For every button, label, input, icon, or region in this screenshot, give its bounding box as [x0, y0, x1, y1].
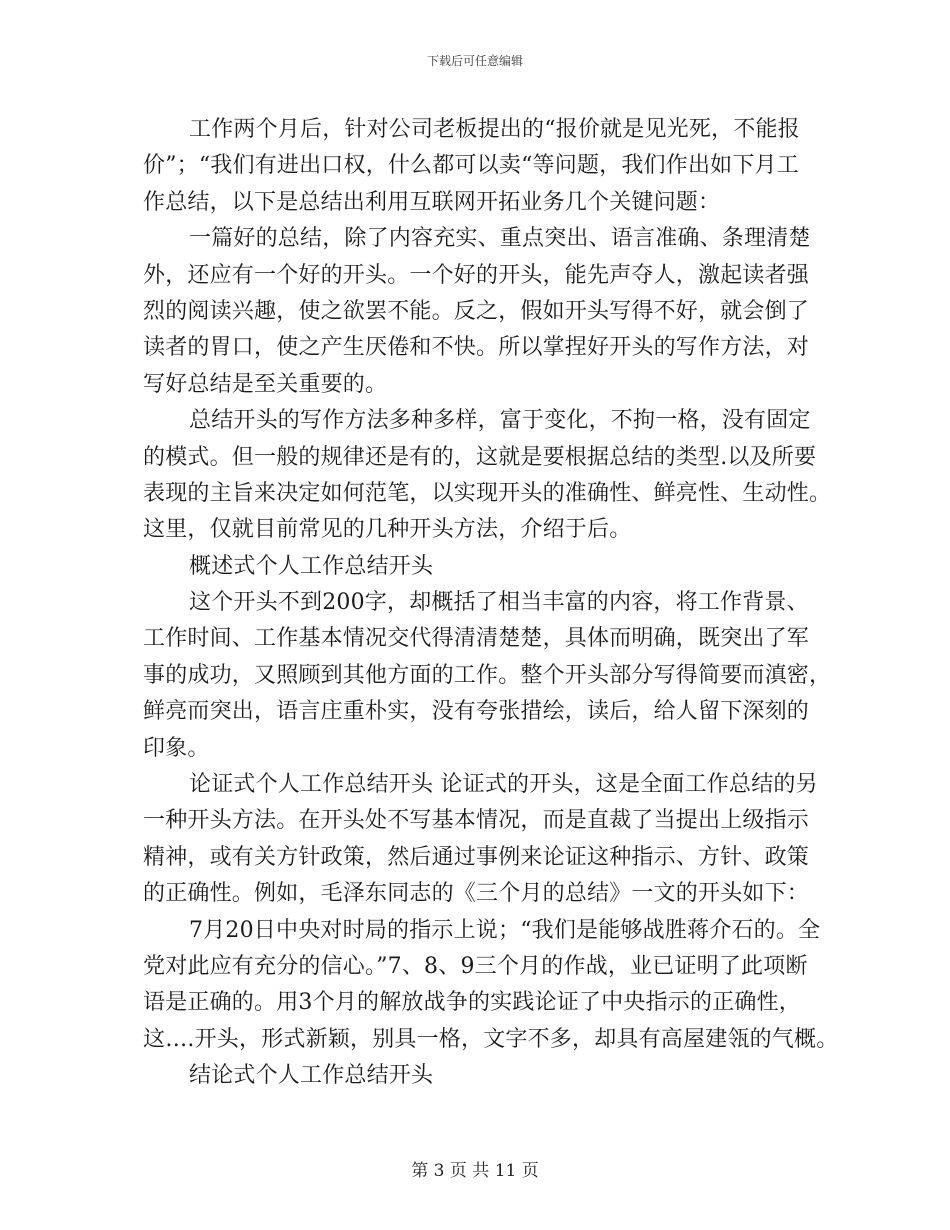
- text-line: 工作两个月后，针对公司老板提出的“报价就是见光死，不能报: [189, 117, 800, 142]
- document-body: [143, 112, 839, 1095]
- text-line: 的正确性。例如，毛泽东同志的《三个月的总结》一文的开头如下：: [143, 881, 810, 907]
- text-line: 这….开头，形式新颖，别具一格，文字不多，却具有高屋建瓴的气概。: [143, 1026, 839, 1052]
- section-heading: 概述式个人工作总结开头: [189, 553, 434, 579]
- text-line: 这个开头不到200字，却概括了相当丰富的内容，将工作背景、: [189, 590, 809, 616]
- text-line: 工作时间、工作基本情况交代得清清楚楚，具体而明确，既突出了军: [143, 626, 810, 652]
- text-line: 印象。: [143, 735, 210, 761]
- text-line: 7月20日中央对时局的指示上说；“我们是能够战胜蒋介石的。全: [189, 917, 821, 943]
- text-line: 一种开头方法。在开头处不写基本情况，而是直裁了当提出上级指示: [143, 808, 810, 834]
- text-line: 总结开头的写作方法多种多样，富于变化，不拘一格，没有固定: [189, 408, 811, 434]
- text-line: 语是正确的。用3个月的解放战争的实践论证了中央指示的正确性，: [143, 990, 801, 1016]
- text-line: 党对此应有充分的信心。”7、8、9三个月的作战，业已证明了此项断: [143, 953, 808, 979]
- text-line: 作总结，以下是总结出利用互联网开拓业务几个关键问题：: [143, 189, 721, 215]
- text-line: 烈的阅读兴趣，使之欲罢不能。反之，假如开头写得不好，就会倒了: [143, 298, 810, 324]
- text-line: 表现的主旨来决定如何范笔，以实现开头的准确性、鲜亮性、生动性。: [143, 480, 832, 506]
- header-note: 下载后可任意编辑: [426, 54, 523, 68]
- text-line: 论证式个人工作总结开头 论证式的开头，这是全面工作总结的另: [189, 772, 818, 798]
- text-line: 精神，或有关方针政策，然后通过事例来论证这种指示、方针、政策: [143, 844, 810, 870]
- text-line: 的模式。但一般的规律还是有的，这就是要根据总结的类型.以及所要: [143, 444, 817, 470]
- text-line: 读者的胃口，使之产生厌倦和不快。所以掌捏好开头的写作方法，对: [143, 335, 810, 361]
- text-line: 一篇好的总结，除了内容充实、重点突出、语言准确、条理清楚: [189, 226, 811, 252]
- text-line: 写好总结是至关重要的。: [143, 371, 388, 397]
- page-number: 第 3 页 共 11 页: [411, 1161, 539, 1181]
- text-line: 价”；“我们有进出口权，什么都可以卖“等问题，我们作出如下月工: [143, 153, 799, 179]
- text-line: 这里，仅就目前常见的几种开头方法，介绍于后。: [143, 517, 632, 543]
- text-line: 事的成功，又照顾到其他方面的工作。整个开头部分写得简要而滇密，: [143, 662, 832, 688]
- text-line: 鲜亮而突出，语言庄重朴实，没有夸张措绘，读后，给人留下深刻的: [143, 699, 810, 725]
- text-line: 外，还应有一个好的开头。一个好的开头，能先声夺人，激起读者强: [143, 262, 810, 288]
- section-heading: 结论式个人工作总结开头: [189, 1063, 434, 1089]
